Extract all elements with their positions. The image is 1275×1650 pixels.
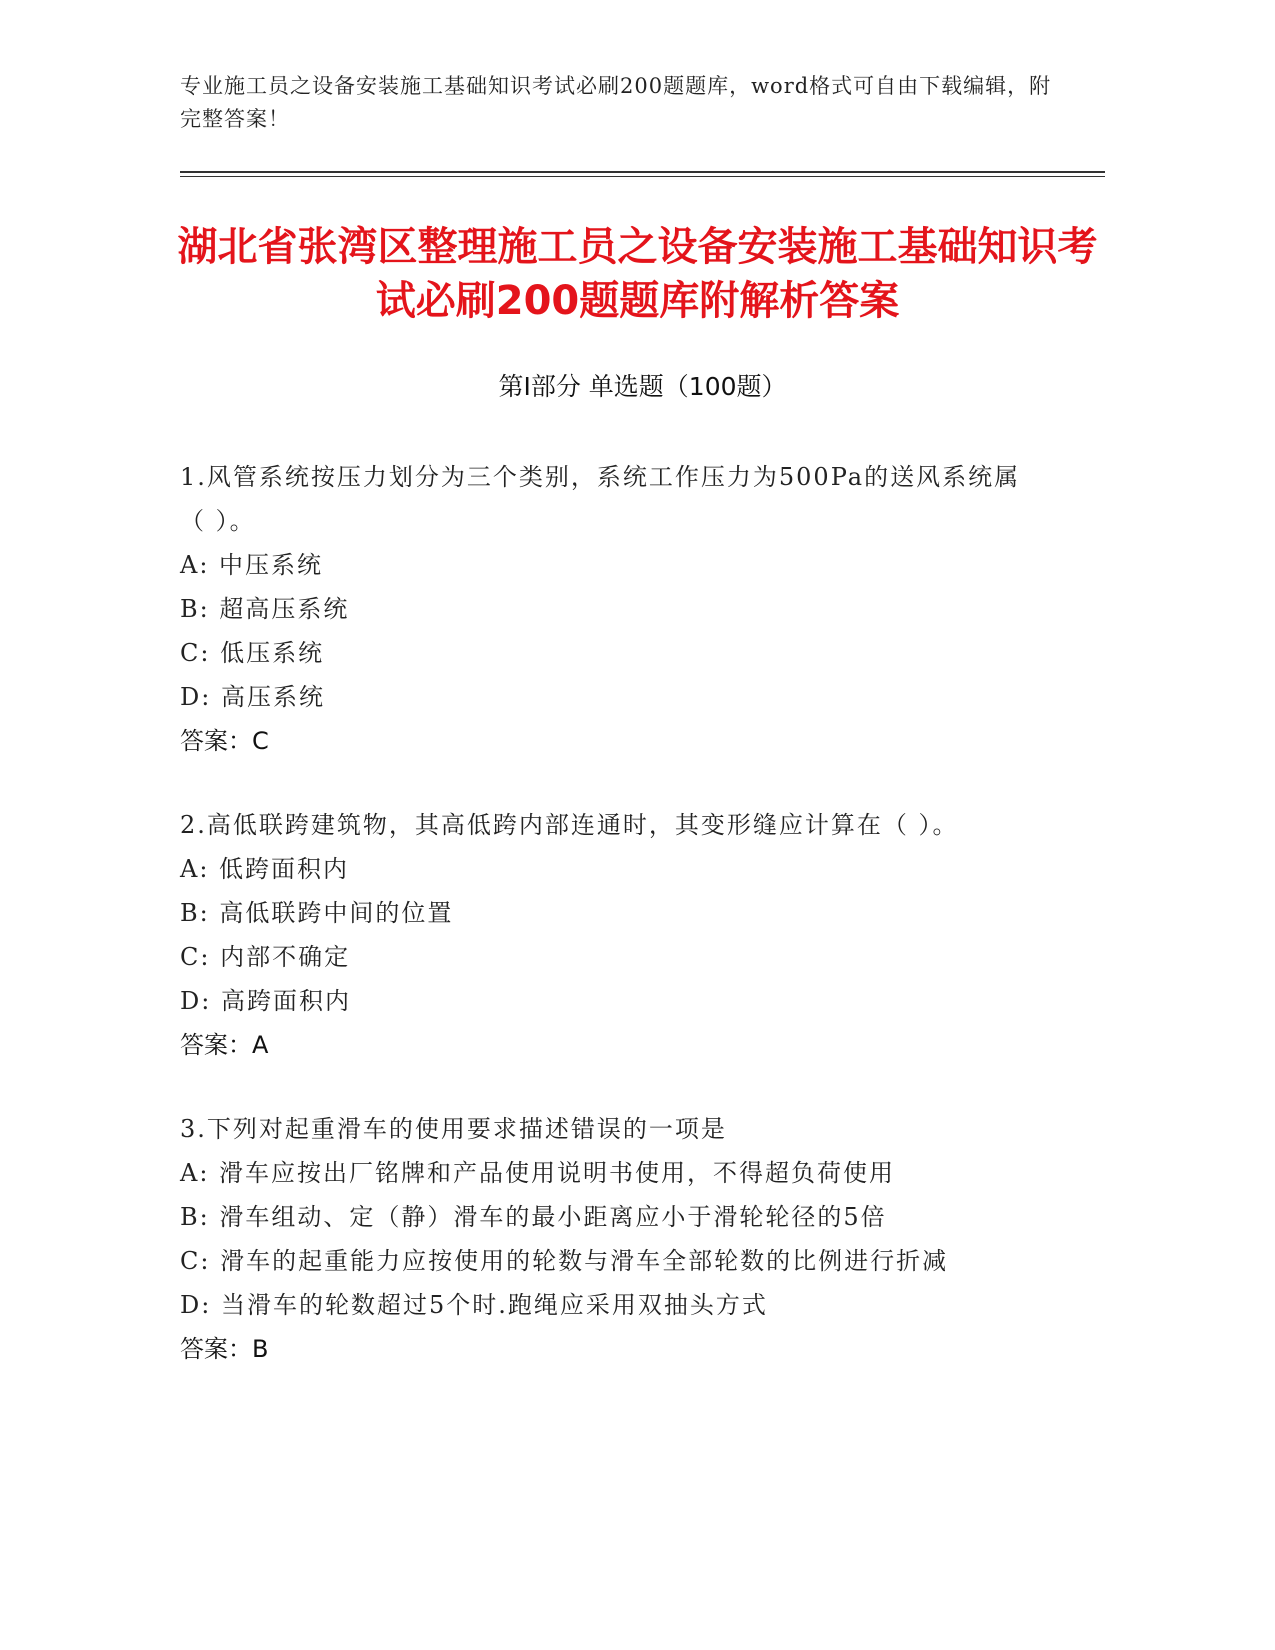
answer: 答案：A [180,1031,269,1059]
option-c: C: 低压系统 [180,639,325,667]
question-stem: 1.风管系统按压力划分为三个类别，系统工作压力为500Pa的送风系统属（ ）。 [180,463,1021,535]
option-b: B: 高低联跨中间的位置 [180,899,454,927]
question-3 [180,1107,1030,1371]
question-stem: 3.下列对起重滑车的使用要求描述错误的一项是 [180,1115,727,1143]
question-1 [180,455,1030,763]
option-d: D: 高压系统 [180,683,325,711]
answer: 答案：B [180,1335,269,1363]
option-c: C: 内部不确定 [180,943,351,971]
option-c: C: 滑车的起重能力应按使用的轮数与滑车全部轮数的比例进行折减 [180,1247,949,1275]
option-d: D: 当滑车的轮数超过5个时.跑绳应采用双抽头方式 [180,1291,768,1319]
option-b: B: 超高压系统 [180,595,350,623]
option-b: B: 滑车组动、定（静）滑车的最小距离应小于滑轮轮径的5倍 [180,1203,887,1231]
option-a: A: 中压系统 [180,551,324,579]
document-title: 湖北省张湾区整理施工员之设备安装施工基础知识考试必刷200题题库附解析答案 [177,224,1098,324]
option-a: A: 滑车应按出厂铭牌和产品使用说明书使用，不得超负荷使用 [180,1159,896,1187]
section-heading: 第Ⅰ部分 单选题（100题） [498,372,787,401]
question-2 [180,803,1030,1067]
question-stem: 2.高低联跨建筑物，其高低跨内部连通时，其变形缝应计算在（ ）。 [180,811,959,839]
header-divider-thick [180,171,1105,173]
option-d: D: 高跨面积内 [180,987,351,1015]
header-note: 专业施工员之设备安装施工基础知识考试必刷200题题库，word格式可自由下载编辑，附完整答案！ [180,74,1052,131]
header-divider-thin [180,176,1105,177]
question-list [180,455,1030,1411]
option-a: A: 低跨面积内 [180,855,350,883]
answer: 答案：C [180,727,269,755]
